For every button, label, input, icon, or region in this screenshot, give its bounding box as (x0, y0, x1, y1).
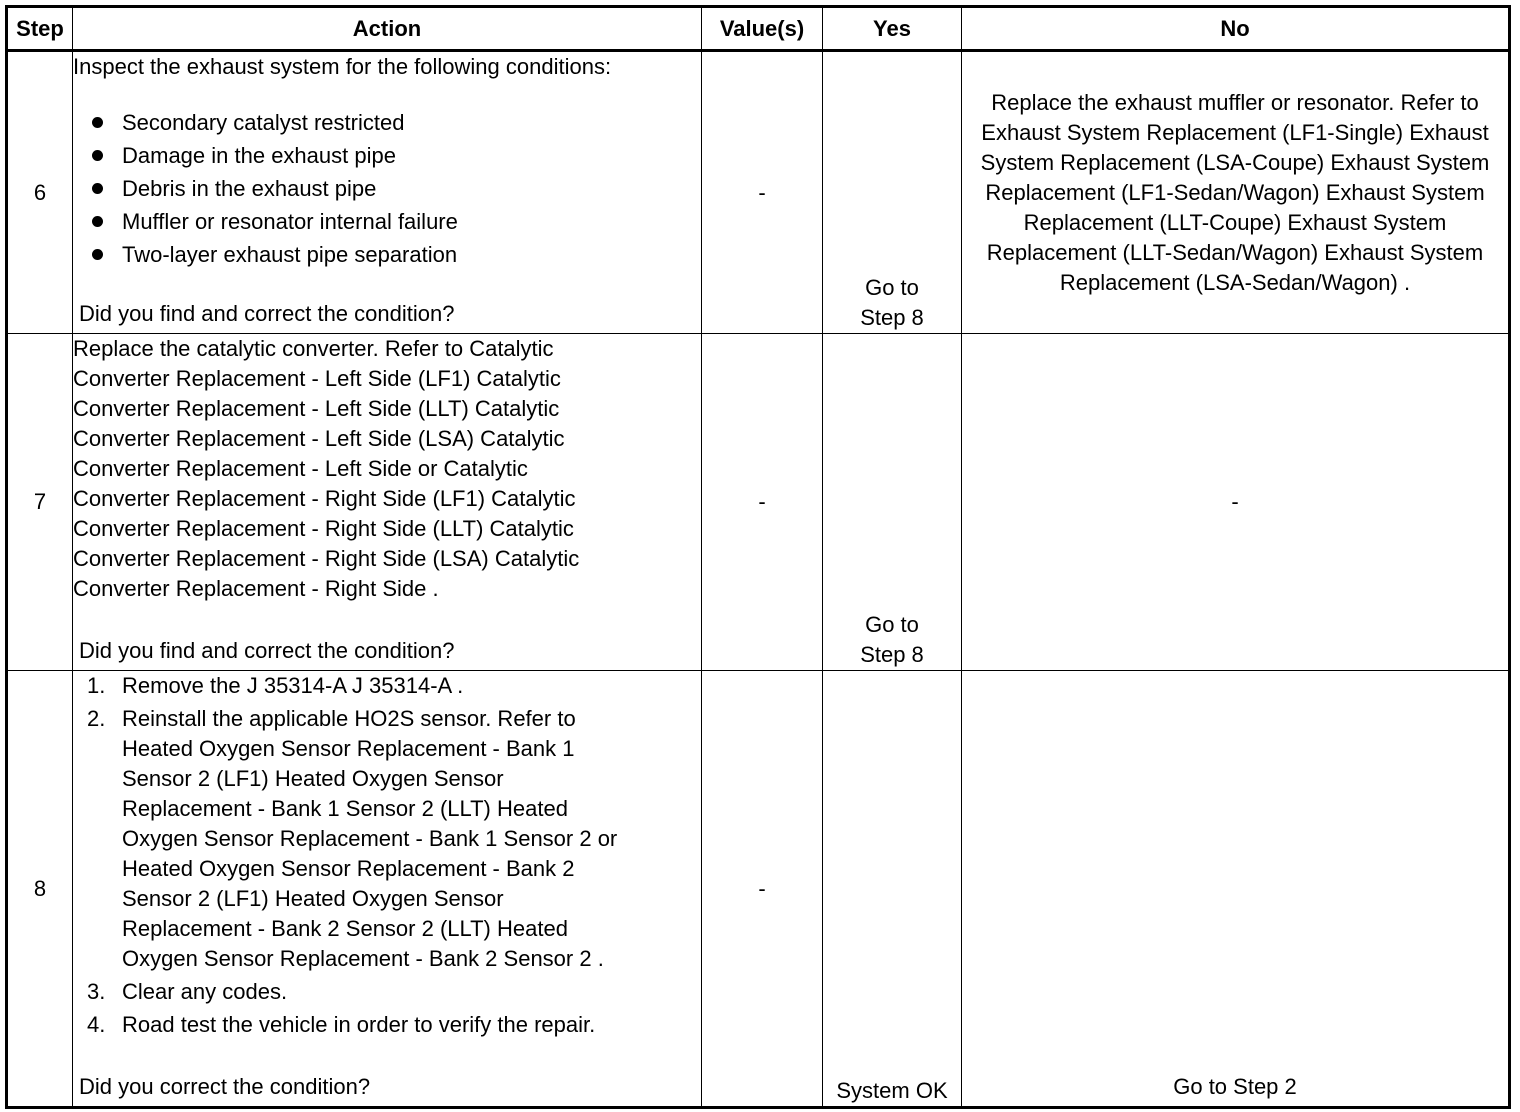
yes-text: Go to Step 8 (860, 612, 924, 667)
diagnostic-table (5, 5, 1511, 1109)
yes-link[interactable] (823, 671, 962, 1108)
list-item (73, 1010, 701, 1040)
procedure-text: Reinstall the applicable HO2S sensor. Refer to Heated Oxygen Sensor Replacement - Bank 1 Sensor 2 (LF1) Heated Oxygen Sensor Replacement - Bank 1 Sensor 2 (LLT) Heated Oxygen Sensor Replacement - Bank 1 Sensor 2 or Heated Oxygen Sensor Replacement - Bank 2 Sensor 2 (LF1) Heated Oxygen Sensor Replacement - Bank 2 Sensor 2 (LLT) Heated Oxygen Sensor Replacement - Bank 2 Sensor 2 . (122, 706, 618, 971)
action-question: Did you correct the condition? (79, 1074, 371, 1099)
list-item (73, 977, 701, 1007)
condition-text: Muffler or resonator internal failure (122, 209, 458, 234)
step-index: 2. (87, 706, 106, 731)
value-cell: - (702, 334, 823, 671)
action-question: Did you find and correct the condition? (79, 301, 455, 326)
procedure-text: Clear any codes. (122, 979, 288, 1004)
yes-text: Go to Step 8 (860, 275, 924, 330)
step-number: 7 (7, 334, 73, 671)
bullet-icon (92, 249, 103, 260)
procedure-text: Road test the vehicle in order to verify the repair. (122, 1012, 596, 1037)
condition-list (73, 106, 701, 271)
step-index: 1. (87, 673, 106, 698)
list-item (73, 106, 701, 139)
no-text: Replace the exhaust muffler or resonator. Refer to Exhaust System Replacement (LF1-Single) Exhaust System Replacement (LSA-Coupe) Exhaust System Replacement (LF1-Sedan/Wagon) Exhaust System Replacement (LLT-Coupe) Exhaust System Replacement (LLT-Sedan/Wagon) Exhaust System Replacement (LSA-Sedan/Wagon) . (980, 89, 1490, 295)
bullet-icon (92, 150, 103, 161)
header-row (7, 7, 1510, 51)
header-step: Step (7, 7, 73, 51)
list-item (73, 704, 701, 974)
bullet-icon (92, 117, 103, 128)
step-index: 3. (87, 979, 106, 1004)
table-row (7, 334, 1510, 671)
header-action: Action (73, 7, 702, 51)
no-cell (962, 51, 1510, 334)
header-values: Value(s) (702, 7, 823, 51)
no-cell: - (962, 334, 1510, 671)
step-number: 8 (7, 671, 73, 1108)
action-cell (73, 671, 702, 1108)
action-question: Did you find and correct the condition? (79, 638, 455, 663)
list-item (73, 238, 701, 271)
action-cell (73, 334, 702, 671)
no-text: Go to Step 2 (1173, 1074, 1297, 1099)
action-cell (73, 51, 702, 334)
step-number: 6 (7, 51, 73, 334)
list-item (73, 671, 701, 701)
value-cell: - (702, 671, 823, 1108)
step-index: 4. (87, 1012, 106, 1037)
list-item (73, 172, 701, 205)
header-yes: Yes (823, 7, 962, 51)
list-item (73, 139, 701, 172)
yes-link[interactable] (823, 334, 962, 671)
value-cell: - (702, 51, 823, 334)
yes-text: System OK (836, 1078, 948, 1103)
header-no: No (962, 7, 1510, 51)
bullet-icon (92, 216, 103, 227)
condition-text: Two-layer exhaust pipe separation (122, 242, 458, 267)
condition-text: Secondary catalyst restricted (122, 110, 405, 135)
condition-text: Debris in the exhaust pipe (122, 176, 377, 201)
procedure-list (73, 671, 701, 1040)
action-intro: Inspect the exhaust system for the following conditions: (73, 54, 612, 79)
action-intro: Replace the catalytic converter. Refer to Catalytic Converter Replacement - Left Side (LF1) Catalytic Converter Replacement - Left Side (LLT) Catalytic Converter Replacement - Left Side (LSA) Catalytic Converter Replacement - Left Side or Catalytic Converter Replacement - Right Side (LF1) Catalytic Converter Replacement - Right Side (LLT) Catalytic Converter Replacement - Right Side (LSA) Catalytic Converter Replacement - Right Side . (73, 336, 580, 601)
yes-link[interactable] (823, 51, 962, 334)
condition-text: Damage in the exhaust pipe (122, 143, 396, 168)
no-link[interactable] (962, 671, 1510, 1108)
procedure-text: Remove the J 35314-A J 35314-A . (122, 673, 464, 698)
table-row (7, 671, 1510, 1108)
bullet-icon (92, 183, 103, 194)
list-item (73, 205, 701, 238)
table-row (7, 51, 1510, 334)
